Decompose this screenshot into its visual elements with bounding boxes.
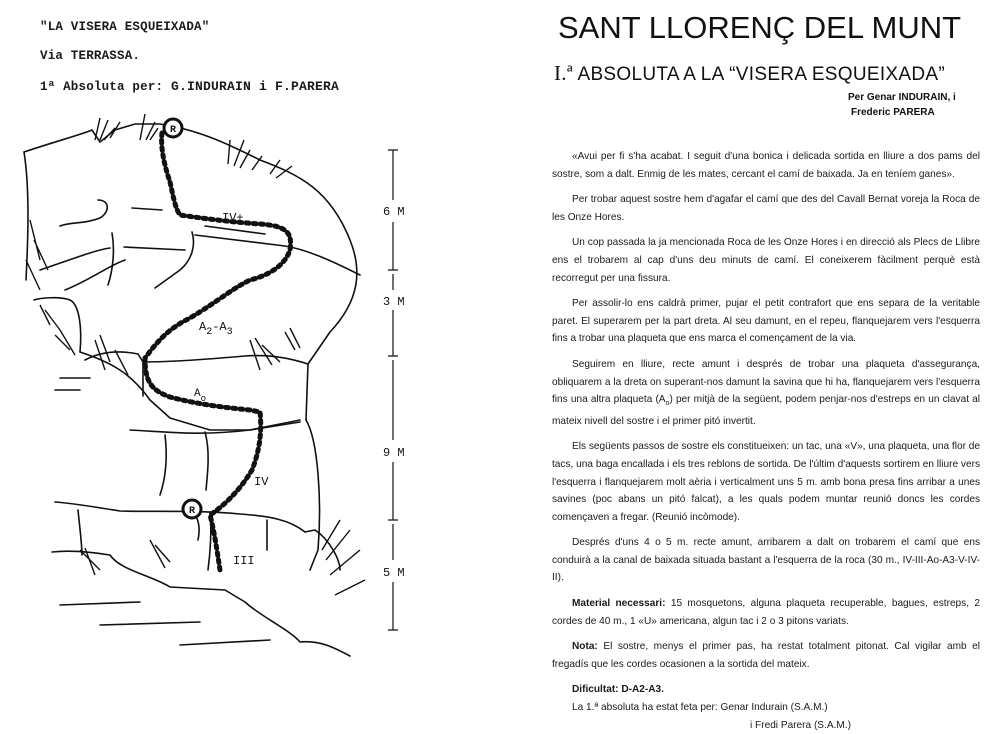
lower-top (130, 422, 300, 433)
crack-1 (132, 208, 162, 210)
tuft-icon (228, 140, 292, 178)
subscript: o (665, 400, 670, 408)
scale-label: 3 M (383, 295, 405, 309)
byline (848, 90, 956, 120)
rock-outline (24, 124, 360, 656)
byline-line-1: Per Genar INDURAIN, i (848, 92, 956, 103)
tuft-icon (95, 118, 120, 140)
credit-line-1: La 1.ª absoluta ha estat feta per: Genar Indurain (S.A.M.) (572, 702, 828, 714)
note-label: Nota: (572, 641, 598, 653)
paragraph-text: Seguirem en lliure, recte amunt i després de trobar una plaqueta d'assegurança, obliquarem a la dreta on superant-nos damunt la savina que hi ha, flanquejarem vers l'esquerra fins una altra plaqueta (A (552, 358, 980, 406)
tuft-icon (250, 328, 300, 370)
material-paragraph (552, 595, 980, 630)
crack-4 (124, 247, 185, 250)
grade-ao: $A_o$ (194, 388, 207, 404)
topo-svg (0, 100, 440, 669)
rock-fold (60, 200, 107, 226)
tuft-icon (80, 540, 170, 575)
difficulty-paragraph (552, 681, 980, 699)
first-ascent-line (40, 79, 339, 94)
paragraph: Després d'uns 4 o 5 m. recte amunt, arribarem a dalt on trobarem el camí que ens conduirà a la canal de baixada situada bastant a l'esquerra de la roca (30 m., IV-III-Ao-A3-V-IV-II). (552, 537, 980, 584)
ground-line-2 (100, 622, 200, 625)
scale-label: 5 M (383, 566, 405, 580)
first-ascent-names: G.INDURAIN i F.PARERA (170, 79, 339, 94)
roof-outline (24, 124, 357, 364)
crack-5 (155, 232, 194, 288)
lower-crack-1 (160, 435, 166, 495)
route-via: Via TERRASSA. (40, 49, 141, 63)
paragraph-aid (552, 356, 980, 430)
crack-7 (65, 260, 125, 290)
block-mid (85, 352, 143, 396)
material-text: 15 mosquetons, alguna plaqueta recuperable, bagues, estreps, 2 cordes de 40 m., 1 «U» americana, algun tac i 2 o 3 pitons variats. (552, 598, 980, 627)
grade-iii: III (233, 554, 255, 568)
note-paragraph (552, 638, 980, 673)
lower-right (306, 420, 320, 570)
tuft-icon (322, 520, 365, 595)
tuft-icon (26, 220, 48, 290)
belay-marker-top (164, 119, 182, 137)
tuft-icon (40, 305, 60, 330)
scale-labels (383, 205, 405, 580)
crack-2 (205, 226, 265, 234)
article-title (554, 61, 945, 86)
article-body (552, 148, 980, 734)
base-left (78, 510, 82, 555)
route-name: "LA VISERA ESQUEIXADA" (40, 20, 210, 34)
paragraph: «Avui per fi s'ha acabat. I seguit d'una bonica i delicada sortida en lliure a dos pams del sostre, som a dalt. Enmig de les mates, cercant el camí de baixada. Ja en teníem ganes». (552, 151, 980, 180)
material-label: Material necessari: (572, 598, 666, 610)
ledge (80, 352, 300, 430)
paragraph: Per assolir-lo ens caldrà primer, pujar el petit contrafort que ens separa de la veritable paret. El superarem per la part dreta. Al seu damunt, en el repeu, flanquejarem vers l'esquerra fins a trobar una plaqueta que ens marca el començament de la via. (552, 298, 980, 345)
scale-segment-3m (388, 274, 398, 356)
article-title-text: ABSOLUTA A LA “VISERA ESQUEIXADA” (577, 64, 945, 85)
paragraph: Un cop passada la ja mencionada Roca de les Onze Hores i en direcció als Plecs de Llibre ens el trobarem al cap d'uns deu minuts de camí. El coneixerem fàcilment perquè està recorregut per una fissura. (552, 237, 980, 284)
roof-underside (143, 355, 308, 420)
topo-page (0, 0, 470, 669)
ground-line-3 (180, 640, 270, 645)
note-text: El sostre, menys el primer pas, ha restat totalment pitonat. Cal vigilar amb el fregadís que les cordes ocasionen a la sortida del mateix. (552, 641, 980, 670)
scale-label: 9 M (383, 446, 405, 460)
difficulty-label: Dificultat: (572, 684, 619, 696)
belay-marker-bottom (183, 500, 201, 518)
crack-3 (108, 233, 113, 285)
paragraph: Per trobar aquest sostre hem d'agafar el camí que des del Cavall Bernat voreja la Roca de les Onze Hores. (552, 194, 980, 223)
height-scale-bar (388, 150, 398, 630)
difficulty-text: D-A2-A3. (618, 684, 664, 696)
page-title: SANT LLORENÇ DEL MUNT (558, 10, 962, 45)
crack-6 (40, 248, 110, 270)
ground-line-1 (60, 602, 140, 605)
belay-label: R (169, 125, 177, 136)
credit-line-2: i Fredi Parera (S.A.M.) (750, 719, 851, 731)
article-page (530, 0, 1000, 731)
article-title-number: I.ª (554, 61, 573, 85)
grade-iv: IV (254, 475, 269, 489)
scale-segment-9m (388, 360, 398, 520)
scale-label: 6 M (383, 205, 405, 219)
tuft-icon (140, 114, 158, 140)
first-ascent-prefix: 1ª Absoluta per: (40, 80, 164, 94)
lower-crack-2 (205, 432, 208, 490)
grade-iv-plus: IV+ (222, 211, 244, 225)
paragraph-text: ) per mitjà de la següent, podem penjar-nos d'estreps en un clavat al mateix nivell del sostre i el primer pitó invertit. (552, 394, 980, 427)
route-topo-drawing (0, 100, 440, 669)
grade-a2-a3: $A_2-A_3$ (199, 320, 233, 338)
belay-label: R (188, 506, 196, 517)
paragraph: Els següents passos de sostre els constitueixen: un tac, una «V», una plaqueta, una flor de tacs, una baga encallada i els tres reblons de sortida. De l'últim d'aquests sortirem en lliure vers l'esquerra i flanquejarem molt aèria i verticalment uns 5 m. amb bona presa fins arribar a unes savines (poc abans un pitó falcat), a les quals podem muntar reunió doncs les cordes començaven a fregar. (Reunió incòmode). (552, 441, 980, 523)
byline-line-2: Frederic PARERA (851, 107, 935, 118)
